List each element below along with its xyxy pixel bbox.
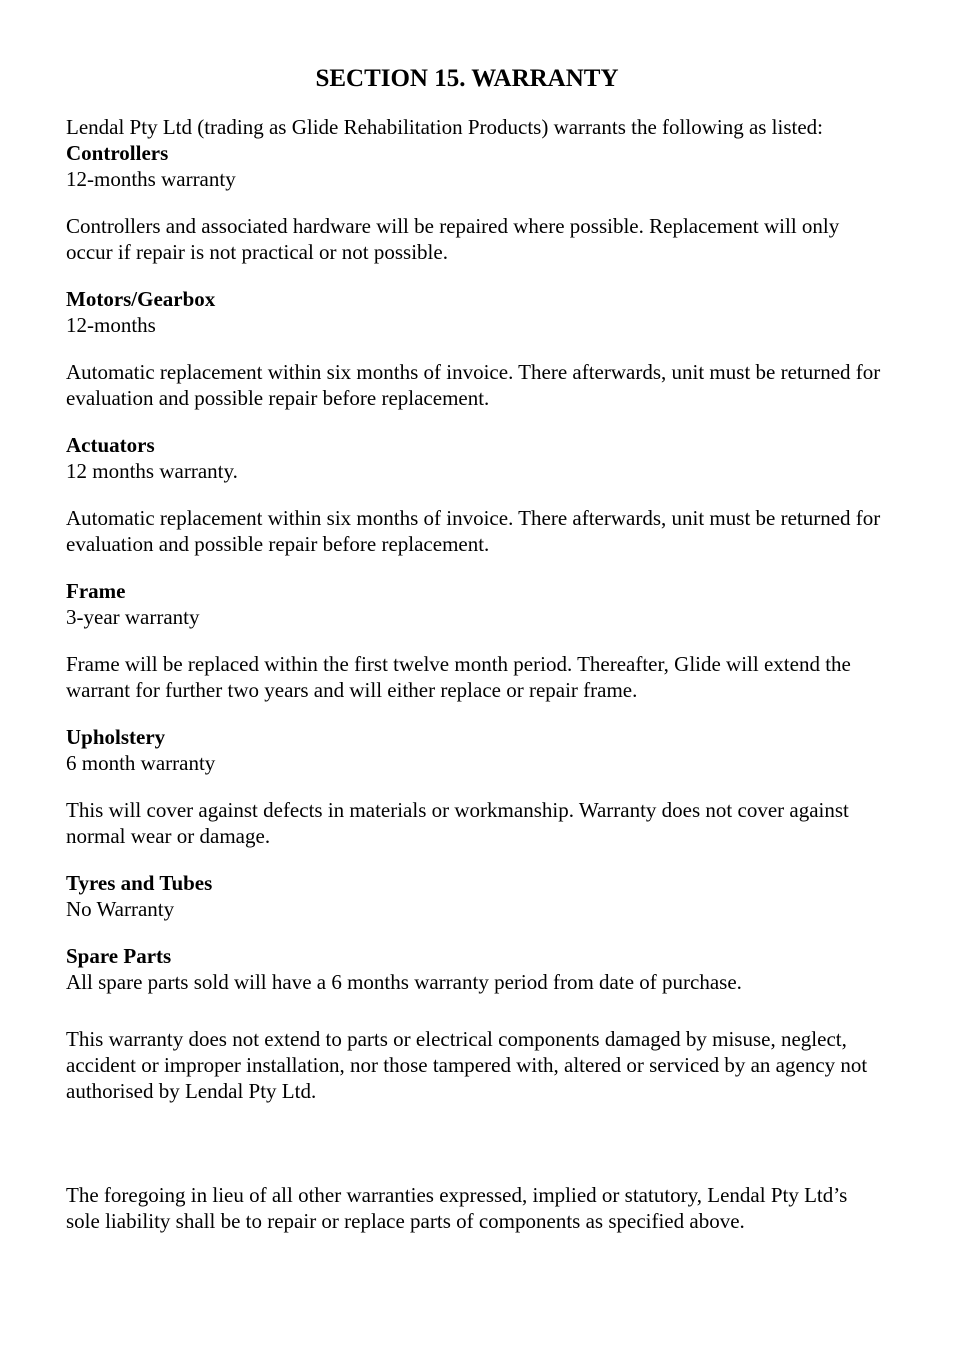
section-motors-gearbox (66, 286, 886, 411)
section-upholstery (66, 724, 886, 849)
page-title: SECTION 15. WARRANTY (315, 65, 619, 92)
section-details: This will cover against defects in materials or workmanship. Warranty does not cover against normal wear or damage. (66, 798, 849, 848)
section-details: Automatic replacement within six months of invoice. There afterwards, unit must be returned for evaluation and possible repair before replacement. (66, 360, 881, 410)
warranty-term: 3-year warranty (66, 605, 200, 629)
warranty-term: All spare parts sold will have a 6 months warranty period from date of purchase. (66, 970, 742, 994)
section-actuators (66, 432, 886, 557)
intro-paragraph: Lendal Pty Ltd (trading as Glide Rehabilitation Products) warrants the following as listed: (66, 115, 824, 139)
section-details: Controllers and associated hardware will be repaired where possible. Replacement will only occur if repair is not practical or not possible. (66, 214, 840, 264)
section-heading: Controllers (66, 141, 169, 165)
spacer (66, 1104, 886, 1182)
section-details: Automatic replacement within six months of invoice. There afterwards, unit must be returned for evaluation and possible repair before replacement. (66, 506, 881, 556)
warranty-term: 12-months warranty (66, 167, 236, 191)
section-heading: Spare Parts (66, 944, 172, 968)
closing-paragraph: The foregoing in lieu of all other warranties expressed, implied or statutory, Lendal Pty Ltd’s sole liability shall be to repair or replace parts of components as specified above. (66, 1183, 848, 1233)
section-heading: Frame (66, 579, 126, 603)
warranty-term: No Warranty (66, 897, 175, 921)
section-heading: Motors/Gearbox (66, 287, 216, 311)
warranty-term: 12 months warranty. (66, 459, 238, 483)
section-frame (66, 578, 886, 703)
warranty-term: 6 month warranty (66, 751, 216, 775)
section-heading: Upholstery (66, 725, 166, 749)
document-page (66, 62, 886, 1234)
section-details: Frame will be replaced within the first twelve month period. Thereafter, Glide will extend the warrant for further two years and will either replace or repair frame. (66, 652, 851, 702)
disclaimer-paragraph: This warranty does not extend to parts or electrical components damaged by misuse, neglect, accident or improper installation, nor those tampered with, altered or serviced by an agency not authorised by Lendal Pty Ltd. (66, 1027, 868, 1103)
section-heading: Tyres and Tubes (66, 871, 213, 895)
warranty-term: 12-months (66, 313, 156, 337)
section-controllers (66, 140, 886, 265)
section-spare-parts (66, 943, 886, 995)
section-heading: Actuators (66, 433, 155, 457)
section-tyres-tubes (66, 870, 886, 922)
